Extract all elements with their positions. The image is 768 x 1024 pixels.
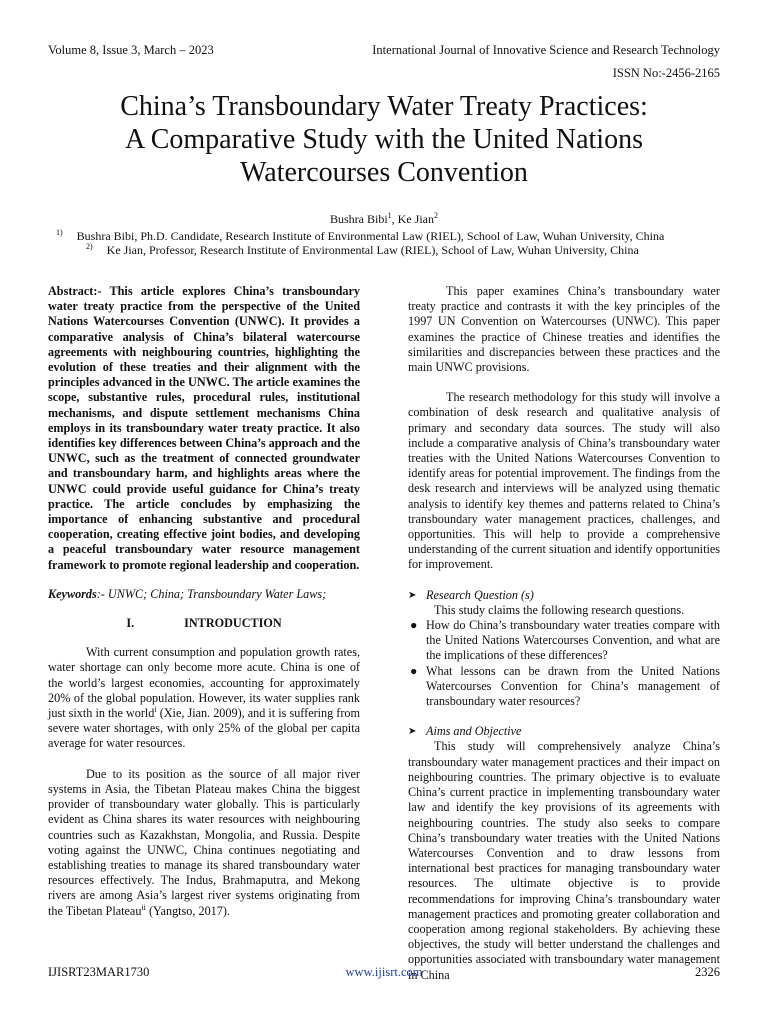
right-column — [408, 284, 720, 983]
section-number: I. — [126, 616, 135, 631]
abstract: Abstract:- This article explores China’s transboundary water treaty practice from the perspective of the United Nations Watercourses Convention (UNWC). It provides a comparative analysis of China’s bilateral watercourse agreements with neighbouring countries, highlighting the evolution of these treaties and their alignment with the principles advanced in the UNWC. The article examines the scope, substantive rules, procedural rules, institutional mechanisms, and dispute settlement mechanisms China employs in its transboundary water treaty practice. It also identifies key differences between China’s approach and the UNWC, such as the treatment of connected groundwater and transboundary harm, and highlights areas where the UNWC could provide useful guidance for China’s treaty practice. The article concludes by emphasizing the importance of enhancing substantive and procedural cooperation, creating effective joint bodies, and developing a peaceful transboundary water resource management framework to promote regional leadership and cooperation. — [48, 284, 360, 572]
title-line-2: A Comparative Study with the United Nations — [125, 124, 643, 155]
footer-paper-id: IJISRT23MAR1730 — [48, 965, 150, 979]
list-item — [408, 664, 720, 710]
affiliation-text: Bushra Bibi, Ph.D. Candidate, Research Institute of Environmental Law (RIEL), School of Law, Wuhan University, China — [76, 229, 665, 243]
subheading-text: Research Question (s) — [426, 587, 534, 602]
author-list — [0, 212, 768, 227]
title-line-1: China’s Transboundary Water Treaty Practices: — [120, 91, 648, 122]
affiliation-text: Ke Jian, Professor, Research Institute of Environmental Law (RIEL), School of Law, Wuhan University, China — [106, 243, 639, 257]
intro-paragraph-2 — [48, 767, 360, 919]
list-item-text: How do China’s transboundary water treaties compare with the United Nations Watercourses Convention, and what are the implications of these differences? — [426, 618, 720, 663]
body-paragraph-2: The research methodology for this study will involve a combination of desk research and qualitative analysis of primary and secondary data sources. The study will also include a comparative analysis of China’s transboundary water treaties with the United Nations Watercourses Convention to identify areas for potential improvement. The findings from the desk research and interviews will be analyzed using thematic analysis to identify key themes and patterns related to China’s transboundary water management practices, challenges, and opportunities. This will help to provide a comprehensive understanding of the current situation and identify opportunities for improvement. — [408, 390, 720, 572]
paper-title — [40, 90, 728, 189]
section-title: INTRODUCTION — [184, 616, 282, 631]
paragraph-text: (Xie, Jian. 2009), and it is suffering from severe water shortages, with only 25% of the global per capita average for water resources. — [48, 706, 360, 751]
body-paragraph-1: This paper examines China’s transboundary water treaty practice and contrasts it with the key principles of the 1997 UN Convention on Watercourses (UNWC). This paper examines the practice of Chinese treaties and identifies the similarities and discrepancies between these practices and the main UNWC provisions. — [408, 284, 720, 375]
header-volume: Volume 8, Issue 3, March – 2023 — [48, 43, 214, 57]
research-questions-list — [408, 618, 720, 709]
paragraph-text: With current consumption and population growth rates, water shortage can only become more acute. China is one of the world’s largest economies, accounting for approximately 20% of the global population. However, its water supplies rank just sixth in the world — [48, 645, 360, 721]
header-journal: International Journal of Innovative Science and Research Technology — [372, 43, 720, 57]
affiliation-marker: 1) — [56, 228, 63, 237]
intro-paragraph-1 — [48, 645, 360, 751]
list-item — [408, 618, 720, 664]
affiliation-marker: 2) — [86, 242, 93, 251]
footer-page-number: 2326 — [695, 965, 720, 979]
author-separator: , — [391, 212, 398, 226]
footnote-ref[interactable]: ii — [141, 902, 146, 912]
paragraph-text: (Yangtso, 2017). — [145, 903, 230, 918]
bullet-icon: ● — [410, 618, 418, 633]
subheading-text: Aims and Objective — [426, 724, 522, 739]
keywords — [48, 587, 360, 602]
subheading-research-questions — [408, 588, 720, 603]
title-line-3: Watercourses Convention — [240, 157, 528, 188]
list-item-text: What lessons can be drawn from the United Nations Watercourses Convention for China’s management of transboundary water resources? — [426, 663, 720, 709]
keywords-text: :- UNWC; China; Transboundary Water Laws; — [96, 586, 327, 601]
author-1: Bushra Bibi — [330, 212, 388, 226]
paragraph-text: Due to its position as the source of all major river systems in Asia, the Tibetan Plateau makes China the biggest provider of transboundary water globally. This is particularly evident as China shares its water resources with neighbouring countries such as Kazakhstan, Mongolia, and Russia. Despite voting against the UNWC, China continues negotiating and establishing treaties to manage its shared transboundary water resources effectively. The Indus, Brahmaputra, and Mekong rivers are among Asia’s largest river systems originating from the Tibetan Plateau — [48, 766, 360, 918]
header-issn: ISSN No:-2456-2165 — [612, 66, 720, 80]
affiliation-2 — [86, 243, 639, 258]
author-1-sup: 1 — [387, 211, 392, 220]
author-2: Ke Jian — [397, 212, 434, 226]
footnote-ref[interactable]: i — [154, 705, 157, 715]
subheading-aims — [408, 724, 720, 739]
arrow-bullet-icon: ➤ — [408, 726, 417, 738]
aims-paragraph: This study will comprehensively analyze China’s transboundary water management practices and their impact on neighbouring countries. The primary objective is to evaluate China’s current practice in implementing transboundary water law and identify the key provisions of its agreements with neighbouring countries. The study also seeks to compare China’s transboundary water treaties with the United Nations Watercourses Convention and to draw lessons from international best practices for managing transboundary water resources. The ultimate objective is to provide recommendations for improving China’s transboundary water management practices and promoting greater collaboration and cooperation among regional stakeholders. By achieving these objectives, the study will better understand the challenges and opportunities associated with transboundary water management in China — [408, 739, 720, 982]
section-heading-introduction — [48, 616, 360, 631]
footer-website-link[interactable]: www.ijisrt.com — [345, 965, 423, 979]
arrow-bullet-icon: ➤ — [408, 589, 417, 601]
left-column — [48, 284, 360, 919]
affiliation-1 — [56, 229, 664, 244]
keywords-label: Keywords — [48, 586, 97, 601]
research-questions-intro: This study claims the following research questions. — [434, 602, 685, 617]
bullet-icon: ● — [410, 663, 418, 678]
author-2-sup: 2 — [434, 211, 438, 220]
